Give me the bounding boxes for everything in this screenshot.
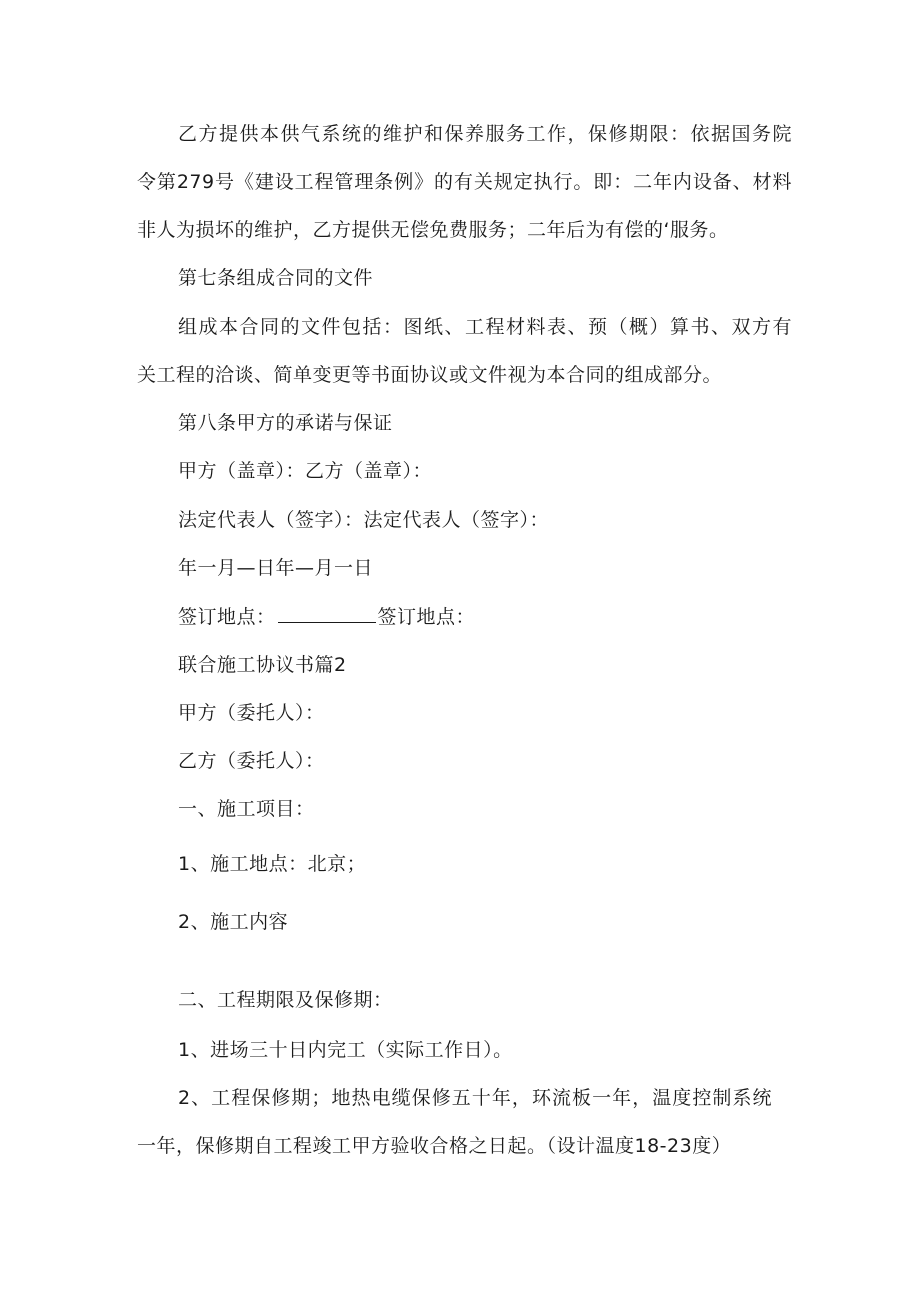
item-1-title: 一、施工项目： xyxy=(178,798,315,820)
article-8-title: 第八条甲方的承诺与保证 xyxy=(178,412,393,434)
paragraph-1-line-1: 乙方提供本供气系统的维护和保养服务工作，保修期限：依据国务院 xyxy=(178,123,792,145)
date-line: 年一月—日年—月一日 xyxy=(178,557,374,579)
item-2-2-line-1: 2、工程保修期；地热电缆保修五十年，环流板一年，温度控制系统 xyxy=(178,1087,772,1109)
paragraph-2-line-2: 关工程的洽谈、简单变更等书面协议或文件视为本合同的组成部分。 xyxy=(137,364,723,386)
item-2-1: 1、进场三十日内完工（实际工作日）。 xyxy=(178,1039,513,1061)
paragraph-1-line-3: 非人为损坏的维护，乙方提供无偿免费服务；二年后为有偿的‘服务。 xyxy=(137,219,729,241)
paragraph-2-line-1: 组成本合同的文件包括：图纸、工程材料表、预（概）算书、双方有 xyxy=(178,316,792,338)
signing-place-blank xyxy=(278,604,376,623)
item-2-2-line-2: 一年，保修期自工程竣工甲方验收合格之日起。（设计温度18-23度） xyxy=(137,1135,732,1157)
signature-line: 法定代表人（签字）：法定代表人（签字）： xyxy=(178,509,550,531)
seal-line: 甲方（盖章）：乙方（盖章）： xyxy=(178,460,433,482)
party-a-line: 甲方（委托人）： xyxy=(178,702,325,724)
section-2-title: 联合施工协议书篇2 xyxy=(178,654,347,676)
paragraph-1-line-2: 令第279号《建设工程管理条例》的有关规定执行。即：二年内设备、材料 xyxy=(137,171,792,193)
party-b-line: 乙方（委托人）： xyxy=(178,750,325,772)
signing-place-label-a: 签订地点： xyxy=(178,606,276,628)
article-7-title: 第七条组成合同的文件 xyxy=(178,267,374,289)
signing-place-label-b: 签订地点： xyxy=(377,606,476,628)
item-1-1: 1、施工地点：北京； xyxy=(178,853,367,875)
item-1-2: 2、施工内容 xyxy=(178,911,289,933)
signing-place-line xyxy=(178,604,475,629)
item-2-title: 二、工程期限及保修期： xyxy=(178,989,393,1011)
